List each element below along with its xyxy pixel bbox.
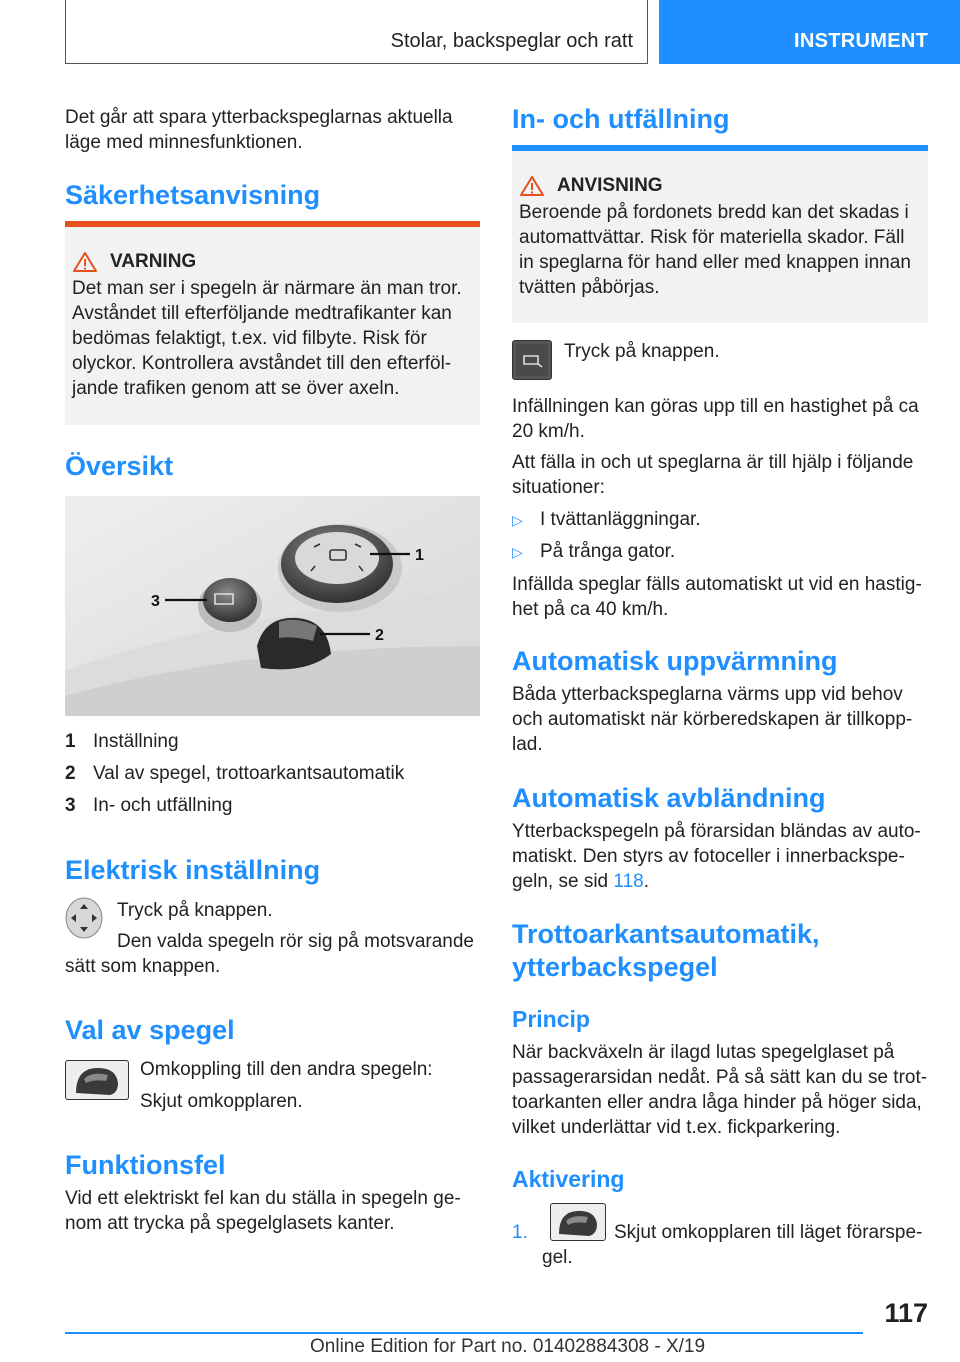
dimming-heading: Automatisk avbländning [512,783,826,813]
footer-divider [65,1332,863,1334]
legend-text: Val av spegel, trottoarkantsautomatik [93,763,405,784]
header-chapter-title: INSTRUMENT [794,30,929,52]
malfunction-heading: Funktionsfel [65,1150,226,1180]
legend-text: Inställning [93,731,179,752]
principle-heading: Princip [512,1006,590,1032]
electric-heading: Elektrisk inställning [65,855,321,885]
notice-triangle-icon [519,175,545,197]
malfunction-text: Vid ett elektriskt fel kan du ställa in spegeln ge-nom att trycka på spegelglasets kanter. [65,1188,461,1234]
callout-3: 3 [151,593,160,610]
overview-heading: Översikt [65,451,174,481]
select-text-2: Skjut omkopplaren. [140,1091,303,1112]
fold-text-2: Att fälla in och ut speglarna är till hjälp i följande situationer: [512,452,914,498]
legend-item [65,729,480,761]
bullet-text: På trånga gator. [540,541,676,562]
notice-box [512,145,928,323]
page-link-118[interactable]: 118 [613,871,644,892]
legend-item [65,761,480,793]
warning-text: Det man ser i spegeln är närmare än man tror. Avståndet till efterföljande medtrafikanter kan bedömas felaktigt, t.ex. vid filbyte. Risk för olyckor. Kontrollera avståndet till den efterföl-jande trafiken genom att se över axeln. [72,278,462,399]
select-heading: Val av spegel [65,1015,235,1045]
header-chapter-tab[interactable] [659,0,960,64]
electric-text: Den valda spegeln rör sig på motsvarande sätt som knappen. [65,931,474,977]
dimming-text-pre: Ytterbackspegeln på förarsidan bländas av auto-matiskt. Den styrs av fotoceller i innerbackspe-geln, se sid [512,821,921,892]
warning-title: VARNING [110,251,197,272]
bullet-text: I tvättanläggningar. [540,509,701,530]
legend-num: 1 [65,731,76,752]
safety-heading: Säkerhetsanvisning [65,180,321,210]
legend-num: 2 [65,763,76,784]
mirror-control-figure [65,496,480,716]
dimming-text [512,819,928,894]
warning-box [65,221,480,425]
electric-step: Tryck på knappen. [117,900,273,921]
callout-1: 1 [415,547,424,564]
mirror-control-illustration [65,496,480,716]
header-section-title: Stolar, backspeglar och ratt [390,30,633,52]
fold-button-icon [512,340,552,380]
footer-edition: Online Edition for Part no. 01402884308 - X/19 [310,1336,706,1357]
bullet-triangle-icon: ▷ [512,512,523,528]
heating-heading: Automatisk uppvärmning [512,646,838,676]
notice-title-row [519,173,921,198]
notice-text: Beroende på fordonets bredd kan det skadas i automattvättar. Risk för materiella skador. Fäll in speglarna för hand eller med knappen innan tvätten påbörjas. [519,202,911,298]
dimming-text-post: . [643,871,649,892]
activation-step-num: 1. [512,1222,528,1243]
mirror-switch-icon [65,1060,129,1100]
intro-text: Det går att spara ytterbackspeglarnas aktuella läge med minnesfunktionen. [65,107,453,153]
principle-text: När backväxeln är ilagd lutas spegelglaset på passagerarsidan nedåt. På så sätt kan du se trot-toarkanten eller andra låga hinder på höger sida, vilket underlättar vid t.ex. fickparkering. [512,1042,928,1138]
notice-title: ANVISNING [557,175,663,196]
fold-text-3: Infällda speglar fälls automatiskt ut vid en hastig-het på ca 40 km/h. [512,574,922,620]
fold-text-1: Infällningen kan göras upp till en hastighet på ca 20 km/h. [512,396,919,442]
legend-num: 3 [65,795,76,816]
fold-heading: In- och utfällning [512,104,730,134]
heating-text: Båda ytterbackspeglarna värms upp vid behov och automatiskt när körberedskapen är tillkopp-lad. [512,684,913,755]
legend-item [65,793,480,825]
bullet-item [512,539,928,565]
bullet-item [512,507,928,533]
legend-text: In- och utfällning [93,795,233,816]
page-number: 117 [884,1298,928,1328]
bullet-triangle-icon: ▷ [512,544,523,560]
activation-step-text: Skjut omkopplaren till läget förarspe-gel. [542,1222,923,1268]
curb-heading: Trottoarkantsautomatik, ytterbackspegel [512,919,820,982]
activation-heading: Aktivering [512,1166,625,1192]
select-text-1: Omkoppling till den andra spegeln: [140,1059,433,1080]
warning-title-row [72,249,473,274]
callout-2: 2 [375,627,384,644]
header-section-tab [65,0,648,64]
warning-triangle-icon [72,251,98,273]
figure-legend [65,729,480,825]
fold-step: Tryck på knappen. [564,341,720,362]
